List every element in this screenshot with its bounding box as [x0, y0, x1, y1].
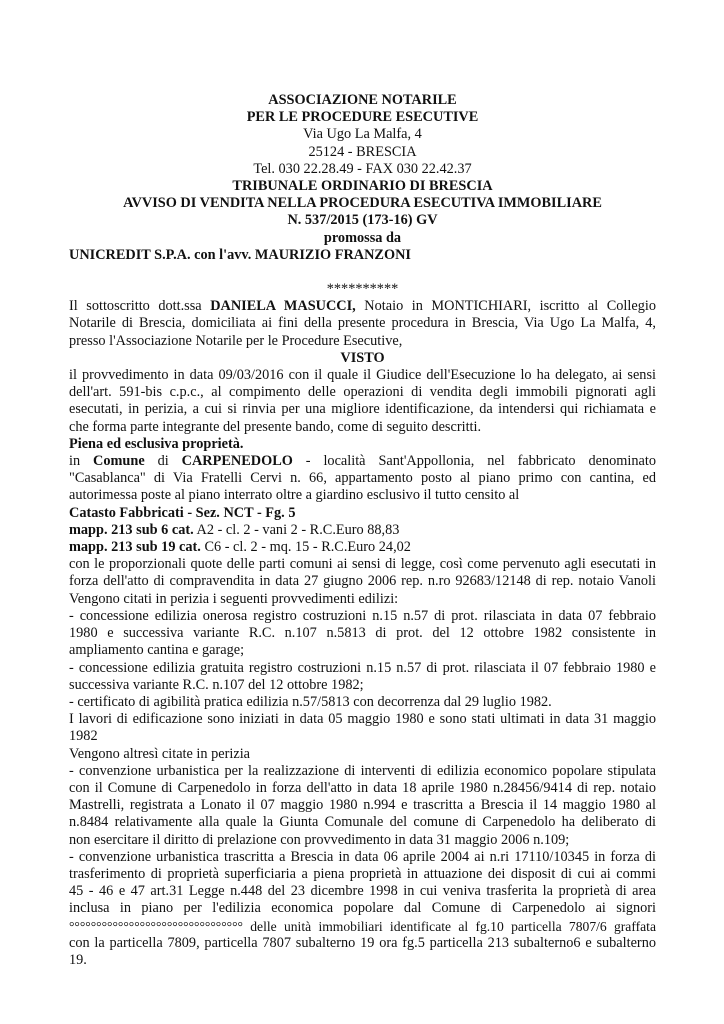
- body-line: - concessione edilizia gratuita registro costruzioni n.15 n.57 di prot. rilasciata il 07 febbraio 1980 e: [69, 659, 656, 676]
- intro-text-a2: Notaio in MONTICHIARI, iscritto al Collegio: [355, 298, 656, 315]
- body-line: 1980 e successiva variante R.C. n.107 n.5813 di prot. del 12 ottobre 1982 consistente in: [69, 625, 656, 642]
- intro-line-3: presso l'Associazione Notarile per le Procedure Esecutive,: [69, 332, 403, 349]
- contact-phone-fax: Tel. 030 22.28.49 - FAX 030 22.42.37: [253, 160, 472, 177]
- body-line: - certificato di agibilità pratica edilizia n.57/5813 con decorrenza dal 29 luglio 1982.: [69, 693, 552, 710]
- body-line: 1982: [69, 728, 98, 745]
- body-line: - convenzione urbanistica trascritta a Brescia in data 06 aprile 2004 ai n.ri 17110/10345 in forza di: [69, 848, 656, 865]
- cadastre-entry-1-id: mapp. 213 sub 6 cat.: [69, 521, 194, 538]
- procedure-number: N. 537/2015 (173-16) GV: [287, 212, 438, 229]
- property-line-1: [69, 453, 656, 470]
- intro-line-2: Notarile di Brescia, domiciliata ai fini della presente procedura in Brescia, Via Ugo La Malfa, 4,: [69, 315, 656, 332]
- body-line: Vengono citati in perizia i seguenti provvedimenti edilizi:: [69, 590, 399, 607]
- notice-title: AVVISO DI VENDITA NELLA PROCEDURA ESECUTIVA IMMOBILIARE: [123, 195, 602, 212]
- body-line: - concessione edilizia onerosa registro costruzioni n.15 n.57 di prot. rilasciata in data 07 febbraio: [69, 607, 656, 624]
- address-city: 25124 - BRESCIA: [308, 143, 417, 160]
- creditor-line: UNICREDIT S.P.A. con l'avv. MAURIZIO FRANZONI: [69, 246, 411, 263]
- property-town: CARPENEDOLO: [181, 453, 293, 470]
- intro-text-a1: Il sottoscritto dott.ssa: [69, 298, 211, 315]
- visto-line-2: dell'art. 591-bis c.p.c., al compimento delle operazioni di vendita degli immobili pignorati agli: [69, 384, 656, 401]
- court-name: TRIBUNALE ORDINARIO DI BRESCIA: [232, 178, 493, 195]
- property-text-a3: - località Sant'Appollonia, nel fabbricato denominato: [292, 453, 656, 470]
- body-line: - convenzione urbanistica per la realizzazione di interventi di edilizia economico popolare stipulata: [69, 762, 656, 779]
- visto-paragraph: [69, 367, 656, 436]
- body-line: con il Comune di Carpenedolo in forza dell'atto in data 18 aprile 1980 n.28456/9414 di rep. notaio: [69, 779, 656, 796]
- address-street: Via Ugo La Malfa, 4: [303, 126, 422, 143]
- visto-line-3: esecutati, in perizia, a cui si rinvia per una migliore identificazione, da intendersi qui richiamata e: [69, 401, 656, 418]
- body-line: con le proporzionali quote delle parti comuni ai sensi di legge, così come pervenuto agli esecutati in: [69, 556, 656, 573]
- body-text: [69, 556, 656, 969]
- cadastre-entry-2: [69, 539, 656, 556]
- property-line-2: "Casablanca" di Via Fratelli Cervi n. 66, appartamento posto al piano primo con cantina, ed: [69, 470, 656, 487]
- visto-line-1: il provvedimento in data 09/03/2016 con il quale il Giudice dell'Esecuzione lo ha delegato, ai sensi: [69, 367, 656, 384]
- body-line: non esercitare il diritto di prelazione con provvedimento in data 31 maggio 2006 n.109;: [69, 831, 570, 848]
- cadastre-entry-1: [69, 522, 656, 539]
- property-text-a2: di: [144, 453, 182, 470]
- body-line: con la particella 7809, particella 7807 subalterno 19 ora fg.5 particella 213 subalterno6 e subalterno: [69, 934, 656, 951]
- property-text-a1: in: [69, 453, 94, 470]
- body-line: inclusa in piano per l'edilizia economica popolare dal Comune di Carpenedolo ai signori: [69, 900, 656, 917]
- property-line-3: autorimessa poste al piano interrato oltre a giardino esclusivo il tutto censito al: [69, 487, 520, 504]
- body-line: I lavori di edificazione sono iniziati in data 05 maggio 1980 e sono stati ultimati in data 31 maggio: [69, 711, 656, 728]
- cadastre-heading: Catasto Fabbricati - Sez. NCT - Fg. 5: [69, 504, 296, 521]
- association-name: ASSOCIAZIONE NOTARILE: [268, 92, 457, 108]
- ownership-heading: Piena ed esclusiva proprietà.: [69, 435, 244, 452]
- intro-line-1: [69, 298, 656, 315]
- notary-name: DANIELA MASUCCI,: [210, 298, 356, 315]
- cadastre-entry-2-id: mapp. 213 sub 19 cat.: [69, 539, 201, 556]
- cadastre-entry-2-details: C6 - cl. 2 - mq. 15 - R.C.Euro 24,02: [200, 539, 411, 556]
- body-line: 45 - 46 e 47 art.31 Legge n.448 del 23 dicembre 1998 in cui veniva trasferita la proprietà di area: [69, 883, 656, 900]
- body-line: Mastrelli, registrata a Lonato il 07 maggio 1980 n.994 e trascritta a Brescia il 14 maggio 1980 al: [69, 797, 656, 814]
- property-comune-label: Comune: [93, 453, 145, 470]
- document-header: [69, 92, 656, 247]
- promoted-by: promossa da: [323, 229, 402, 246]
- separator-stars: **********: [326, 281, 399, 298]
- intro-paragraph: [69, 298, 656, 350]
- visto-heading: VISTO: [340, 349, 385, 366]
- visto-line-4: che forma parte integrante del presente bando, come di seguito descritti.: [69, 418, 482, 435]
- body-line: ampliamento cantina e garage;: [69, 642, 245, 659]
- body-line: forza dell'atto di compravendita in data 27 giugno 2006 rep. n.ro 92683/12148 di rep. notaio Vanoli: [69, 573, 656, 590]
- body-line: successiva variante R.C. n.107 del 12 ottobre 1982;: [69, 676, 364, 693]
- body-line: trasferimento di proprietà superficiaria a piena proprietà in attuazione dei disposit di cui ai commi: [69, 865, 656, 882]
- cadastre-entry-1-details: A2 - cl. 2 - vani 2 - R.C.Euro 88,83: [193, 521, 400, 538]
- property-paragraph: [69, 453, 656, 505]
- body-line: Vengono altresì citate in perizia: [69, 745, 251, 762]
- body-line: n.8484 relativamente alla quale la Giunta Comunale del comune di Carpenedolo ha deliberato di: [69, 814, 656, 831]
- document-page: [69, 92, 656, 969]
- body-line: 19.: [69, 951, 87, 968]
- body-line: °°°°°°°°°°°°°°°°°°°°°°°°°°°°°°°° delle unità immobiliari identificate al fg.10 particella 7807/6 graffata: [69, 918, 656, 934]
- association-subtitle: PER LE PROCEDURE ESECUTIVE: [246, 109, 479, 126]
